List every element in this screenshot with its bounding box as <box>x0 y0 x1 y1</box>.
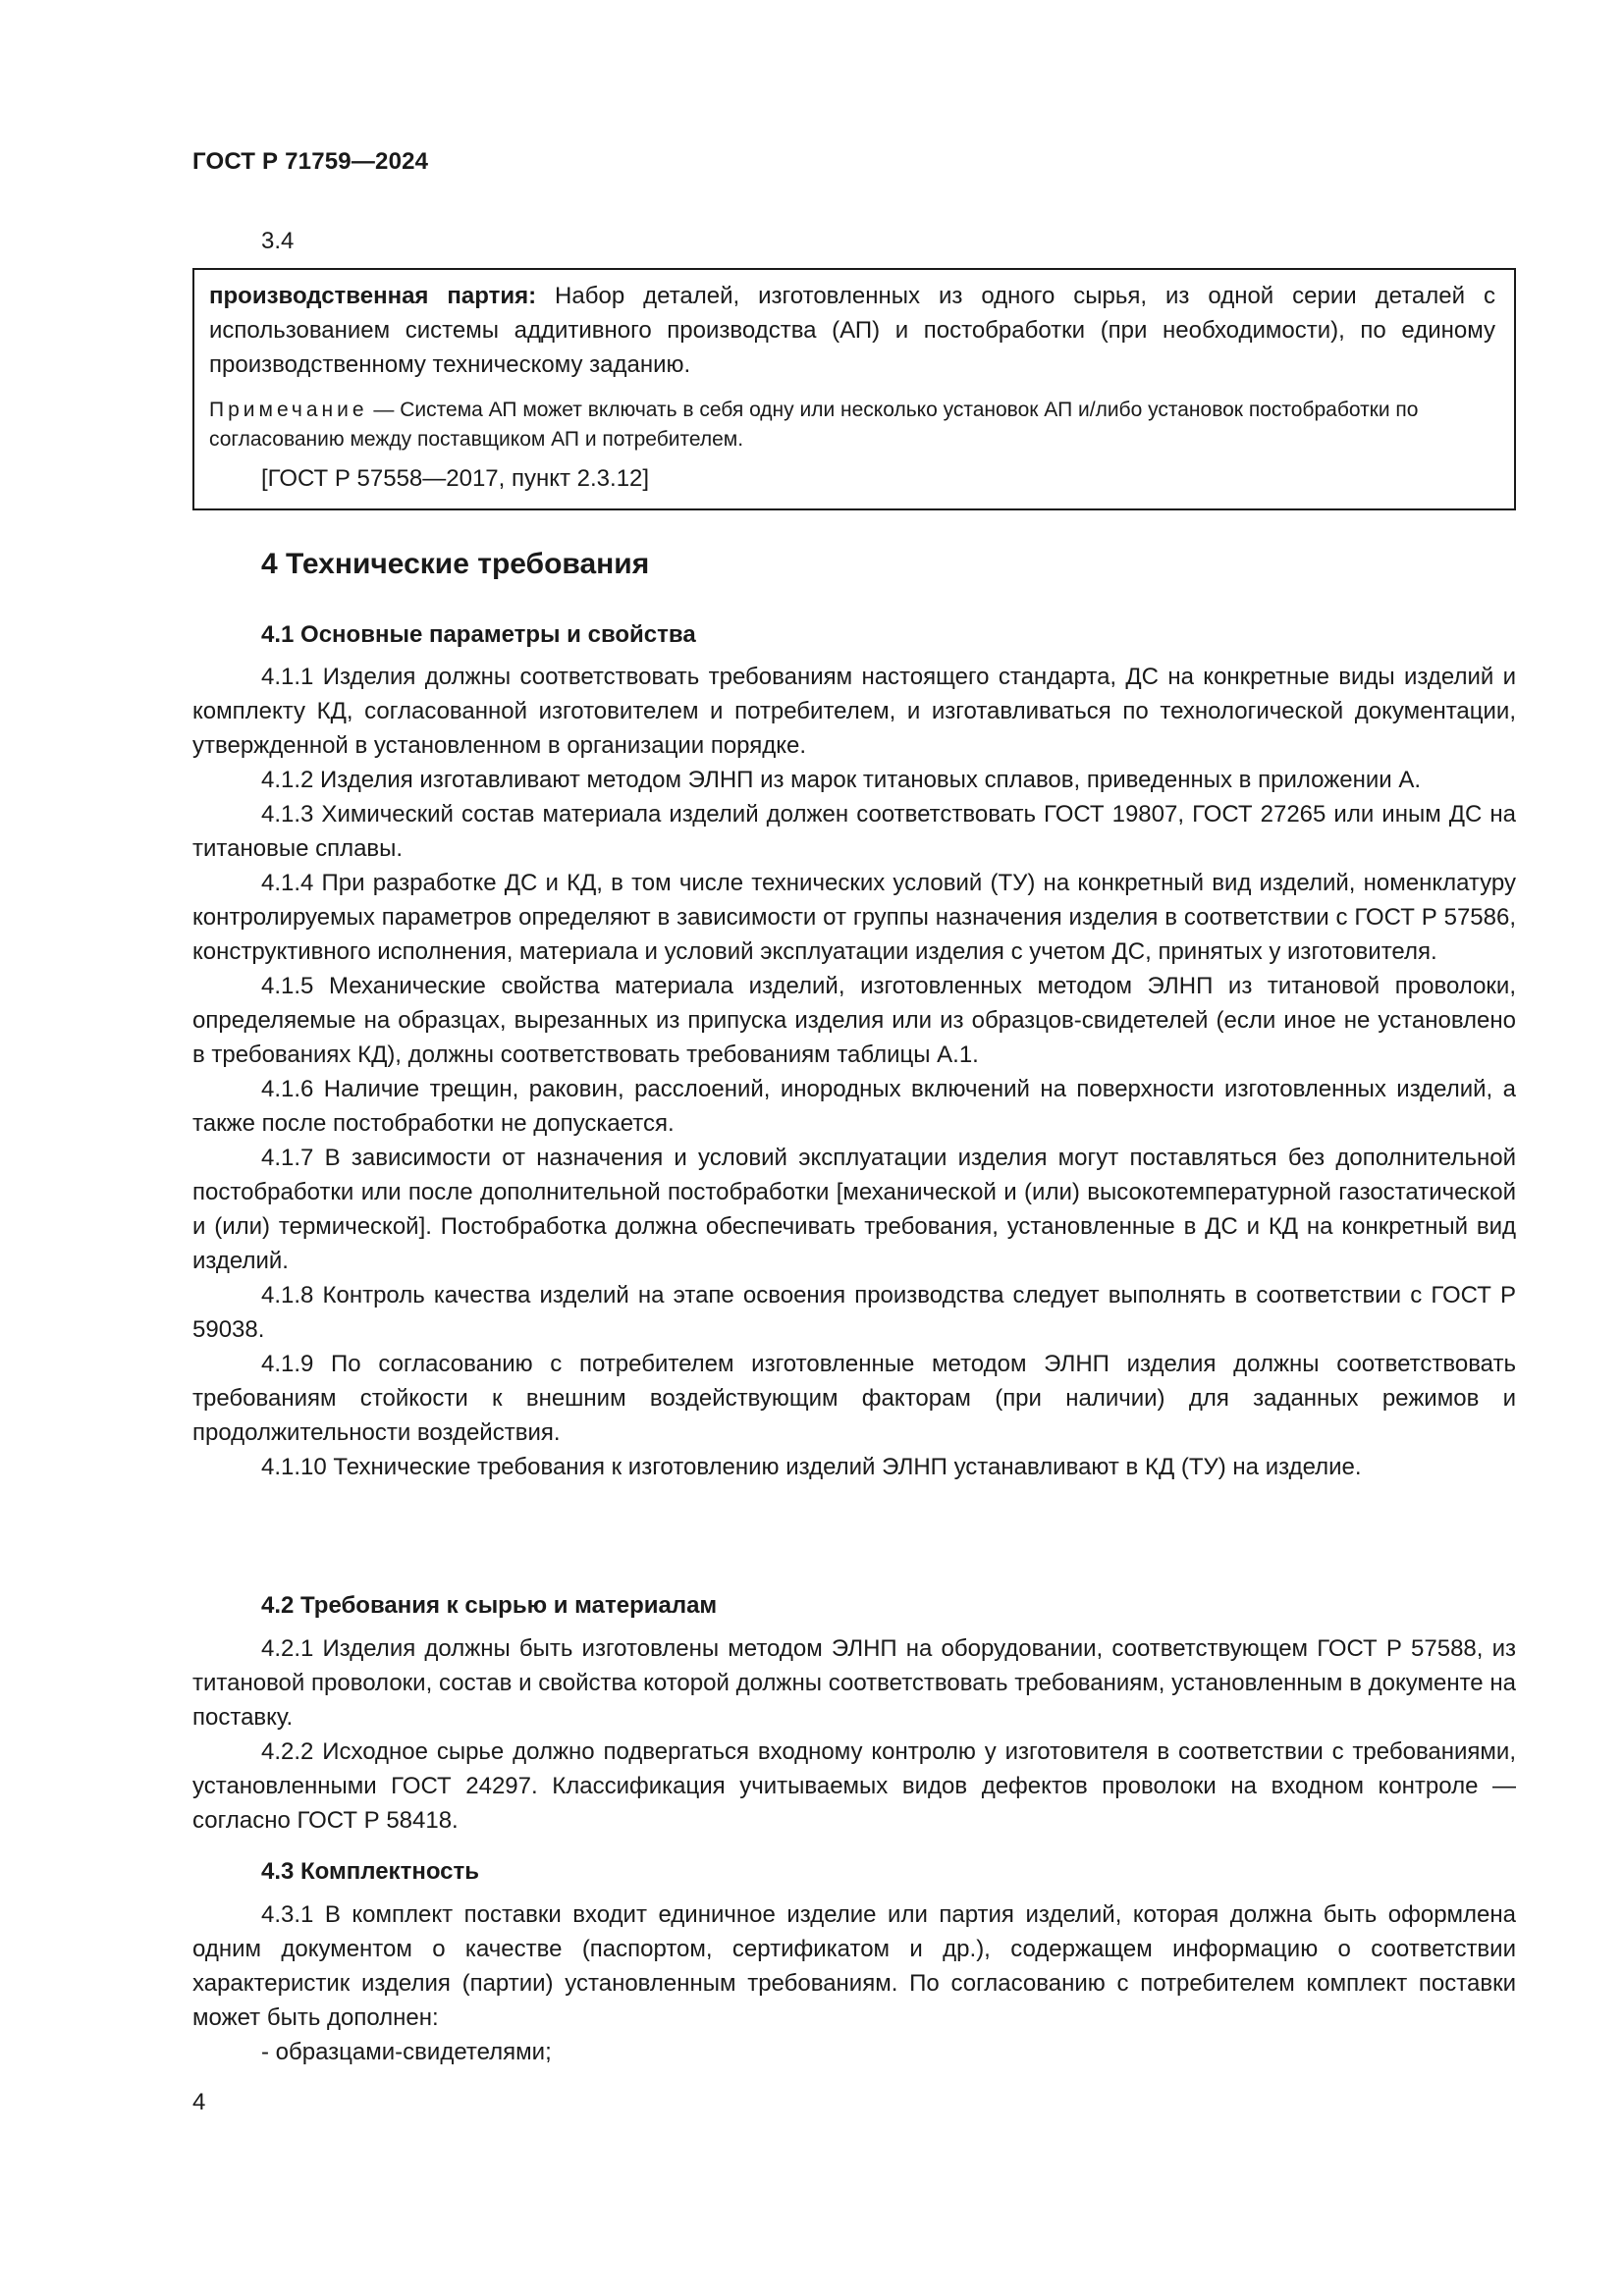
term-definition <box>209 279 1495 382</box>
paragraph-4-1-8: 4.1.8 Контроль качества изделий на этапе освоения производства следует выполнять в соответствии с ГОСТ Р 59038. <box>192 1282 1516 1343</box>
subsection-heading-4-2: 4.2 Требования к сырью и материалам <box>261 1592 718 1619</box>
page-number: 4 <box>192 2089 206 2115</box>
subsection-body-4-3 <box>192 1897 1516 2069</box>
paragraph-4-1-5: 4.1.5 Механические свойства материала изделий, изготовленных методом ЭЛНП из титановой проволоки, определяемые на образцах, вырезанных из припуска изделия или из образцов-свидетелей (если иное не установлено в требованиях КД), должны соответствовать требованиям таблицы А.1. <box>192 973 1516 1068</box>
term-definition-text: Набор деталей, изготовленных из одного сырья, из одной серии деталей с использованием системы аддитивного производства (АП) и постобработки (при необходимости), по единому производственному техническому заданию. <box>209 283 1495 378</box>
subsection-heading-4-1: 4.1 Основные параметры и свойства <box>261 621 696 648</box>
paragraph-4-1-4: 4.1.4 При разработке ДС и КД, в том числе технических условий (ТУ) на конкретный вид изделий, номенклатуру контролируемых параметров определяют в зависимости от группы назначения изделия в соответствии с ГОСТ Р 57586, конструктивного исполнения, материала и условий эксплуатации изделия с учетом ДС, принятых у изготовителя. <box>192 870 1516 965</box>
list-item-samples: - образцами-свидетелями; <box>261 2039 552 2065</box>
document-header: ГОСТ Р 71759—2024 <box>192 148 429 175</box>
section-heading: 4 Технические требования <box>261 548 650 580</box>
paragraph-4-1-9: 4.1.9 По согласованию с потребителем изготовленные методом ЭЛНП изделия должны соответствовать требованиям стойкости к внешним воздействующим факторам (при наличии) для заданных режимов и продолжительности воздействия. <box>192 1351 1516 1446</box>
paragraph-4-1-7: 4.1.7 В зависимости от назначения и условий эксплуатации изделия могут поставляться без дополнительной постобработки или после дополнительной постобработки [механической и (или) высокотемпературной газостатической и (или) термической]. Постобработка должна обеспечивать требования, установленные в ДС и КД на конкретный вид изделий. <box>192 1145 1516 1274</box>
term-note <box>209 396 1495 454</box>
subsection-body-4-2 <box>192 1631 1516 1838</box>
paragraph-4-2-1: 4.2.1 Изделия должны быть изготовлены методом ЭЛНП на оборудовании, соответствующем ГОСТ Р 57588, из титановой проволоки, состав и свойства которой должны соответствовать требованиям, установленным в документе на поставку. <box>192 1635 1516 1731</box>
paragraph-4-1-3: 4.1.3 Химический состав материала изделий должен соответствовать ГОСТ 19807, ГОСТ 27265 или иным ДС на титановые сплавы. <box>192 801 1516 862</box>
paragraph-4-2-2: 4.2.2 Исходное сырье должно подвергаться входному контролю у изготовителя в соответствии с требованиями, установленными ГОСТ 24297. Классификация учитываемых видов дефектов проволоки на входном контроле — согласно ГОСТ Р 58418. <box>192 1738 1516 1834</box>
term-source: [ГОСТ Р 57558—2017, пункт 2.3.12] <box>261 465 650 492</box>
term-name: производственная партия: <box>209 283 537 309</box>
subsection-heading-4-3: 4.3 Комплектность <box>261 1858 480 1885</box>
paragraph-4-1-10: 4.1.10 Технические требования к изготовлению изделий ЭЛНП устанавливают в КД (ТУ) на изделие. <box>261 1454 1362 1480</box>
paragraph-4-1-1: 4.1.1 Изделия должны соответствовать требованиям настоящего стандарта, ДС на конкретные виды изделий и комплекту КД, согласованной изготовителем и потребителем, и изготавливаться по технологической документации, утвержденной в установленном в организации порядке. <box>192 664 1516 759</box>
note-text: — Система АП может включать в себя одну или несколько установок АП и/либо установок постобработки по согласованию между поставщиком АП и потребителем. <box>209 399 1419 451</box>
paragraph-4-1-6: 4.1.6 Наличие трещин, раковин, расслоений, инородных включений на поверхности изготовленных изделий, а также после постобработки не допускается. <box>192 1076 1516 1137</box>
term-number: 3.4 <box>261 228 295 254</box>
paragraph-4-1-2: 4.1.2 Изделия изготавливают методом ЭЛНП из марок титановых сплавов, приведенных в приложении А. <box>261 767 1422 793</box>
paragraph-4-3-1: 4.3.1 В комплект поставки входит единичное изделие или партия изделий, которая должна быть оформлена одним документом о качестве (паспортом, сертификатом и др.), содержащем информацию о соответствии характеристик изделия (партии) установленным требованиям. По согласованию с потребителем комплект поставки может быть дополнен: <box>192 1901 1516 2031</box>
subsection-body-4-1 <box>192 660 1516 1484</box>
note-label: Примечание <box>209 399 368 421</box>
